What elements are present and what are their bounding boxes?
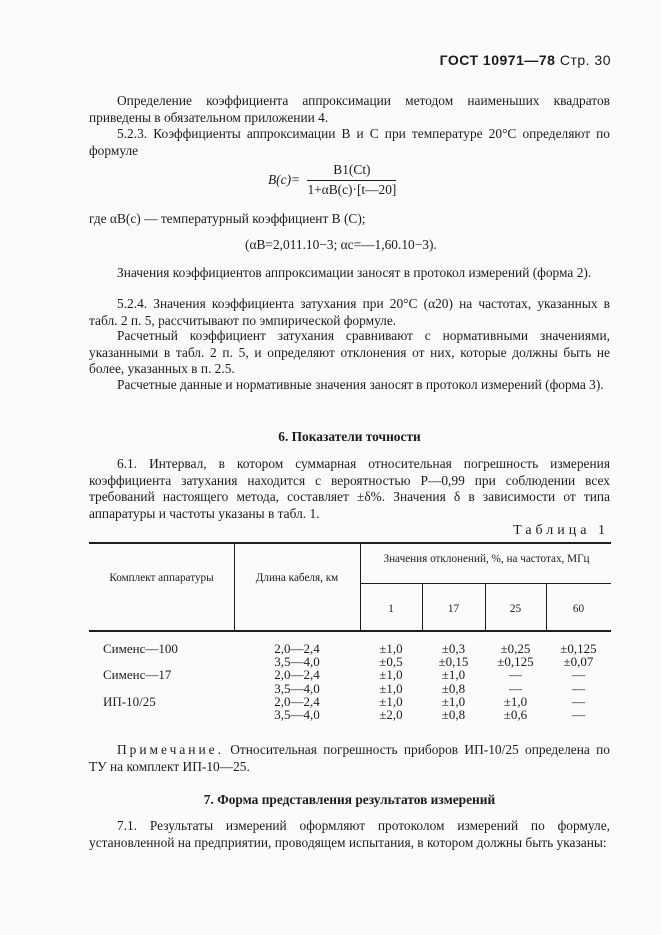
- table-cell-value: ±1,0: [441, 667, 466, 683]
- table-cell-value: —: [572, 707, 585, 722]
- table-cell-value: ±0,8: [441, 707, 466, 722]
- section-5-2-3: [89, 126, 610, 159]
- paragraph-5-2-3: 5.2.3. Коэффициенты аппроксимации B и C при температуре 20°С определяют по формуле: [89, 126, 610, 158]
- column-header-deviation: Значения отклонений, %, на частотах, МГц: [383, 553, 590, 565]
- table-top-rule: [89, 542, 611, 544]
- section-7-heading: 7. Форма представления результатов измерений: [203, 792, 496, 807]
- table-cell-value: —: [572, 667, 585, 683]
- paragraph-5-2-4: 5.2.4. Значения коэффициента затухания при 20°С (α20) на частотах, указанных в табл. 2 п. 5, рассчитывают по эмпирической формуле.: [89, 296, 610, 328]
- paragraph-protocol-form-3: Расчетные данные и нормативные значения заносят в протокол измерений (форма 3).: [117, 377, 604, 392]
- table-cell-value: ±1,0: [441, 693, 466, 709]
- paragraph-comparison: Расчетный коэффициент затухания сравнивают с нормативными значениями, указанными в табл. 2 п. 5, и определяют отклонения от них, которые должны быть не более, указанных в п. 2.5.: [89, 328, 610, 377]
- column-header-freq-1: 1: [388, 603, 394, 615]
- page-number: Стр. 30: [559, 52, 611, 68]
- table-cell-value: —: [572, 680, 585, 696]
- paragraph-protocol-form-2: Значения коэффициентов аппроксимации заносят в протокол измерений (форма 2).: [117, 265, 592, 280]
- table-1-caption: Таблица 1: [513, 523, 609, 538]
- column-header-freq-17: 17: [447, 603, 460, 615]
- table-note: [89, 742, 610, 775]
- table-cell-value: ±0,3: [441, 641, 466, 656]
- protocol-paragraph: [89, 265, 610, 282]
- formula-where: где αB(c) — температурный коэффициент B (C);: [89, 211, 366, 226]
- paragraph-6-1: 6.1. Интервал, в котором суммарная относительная погрешность измерения коэффициента затухания находится с вероятностью P—0,99 при соблюдении всех требований настоящего метода, составляет ±δ%. Значения δ в зависимости от типа аппаратуры и частоты указаны в табл. 1.: [89, 456, 610, 521]
- table-cell-length: 2,0—2,4: [274, 667, 320, 683]
- comparison-paragraph: [89, 328, 610, 378]
- note-label: Примечание.: [117, 742, 224, 757]
- standard-number: ГОСТ 10971—78: [439, 52, 556, 68]
- paragraph-approximation-method: Определение коэффициента аппроксимации методом наименьших квадратов приведены в обязательном приложении 4.: [89, 93, 610, 125]
- table-cell-value: ±0,125: [560, 641, 597, 656]
- column-header-freq-25: 25: [509, 603, 522, 615]
- formula-coefficients: [245, 237, 437, 254]
- formula-fraction: [307, 162, 396, 198]
- table-cell-kit: Сименс—17: [103, 667, 172, 683]
- table-cell-value: ±1,0: [503, 693, 528, 709]
- table-cell-length: 3,5—4,0: [274, 680, 320, 696]
- formula-lhs: B(c)=: [268, 171, 301, 187]
- formula-denominator: 1+αB(c)·[t—20]: [307, 181, 397, 197]
- section-7-1: [89, 818, 610, 851]
- table-cell-length: 2,0—2,4: [274, 641, 320, 656]
- table-cell-value: —: [572, 693, 585, 709]
- section-6-heading: 6. Показатели точности: [278, 429, 421, 444]
- table-cell-value: ±0,6: [503, 707, 528, 722]
- table-cell-value: ±2,0: [379, 707, 403, 722]
- column-header-length: Длина кабеля, км: [255, 572, 339, 584]
- section-6-1: [89, 456, 610, 522]
- table-cell-length: 2,0—2,4: [274, 693, 320, 709]
- table-cell-value: ±0,15: [438, 654, 469, 670]
- table-cell-kit: ИП-10/25: [103, 693, 156, 709]
- table-cell-value: ±0,25: [500, 641, 531, 656]
- section-5-intro: [89, 93, 610, 126]
- table-cell-value: ±1,0: [379, 667, 403, 683]
- formula-numerator: B1(Ct): [307, 162, 396, 181]
- table-col-divider: [234, 543, 235, 631]
- table-cell-value: ±1,0: [379, 641, 403, 656]
- table-subheader-rule: [360, 583, 611, 584]
- table-cell-value: —: [509, 667, 522, 683]
- formula-legend: [89, 211, 610, 228]
- table-cell-value: ±0,07: [563, 654, 594, 670]
- page-header: [440, 52, 611, 69]
- table-cell-value: —: [509, 680, 522, 696]
- results-paragraph: [89, 377, 610, 394]
- table-cell-value: ±1,0: [379, 693, 403, 709]
- table-cell-value: ±0,125: [497, 654, 534, 670]
- paragraph-7-1: 7.1. Результаты измерений оформляют протоколом измерений по формуле, установленной на предприятии, проводящем испытания, в котором должны быть указаны:: [89, 818, 610, 850]
- table-col-divider: [360, 543, 361, 631]
- table-cell-value: ±0,5: [379, 654, 403, 670]
- table-cell-value: ±0,8: [441, 680, 466, 696]
- table-header-bottom-rule: [89, 630, 611, 632]
- table-cell-length: 3,5—4,0: [274, 707, 320, 722]
- coefficient-values: (αB=2,011.10−3; αc=—1,60.10−3).: [245, 237, 437, 252]
- approximation-formula: [268, 162, 396, 198]
- note-text: Относительная погрешность приборов ИП-10/25 определена по ТУ на комплект ИП-10—25.: [89, 742, 610, 774]
- table-cell-value: ±1,0: [379, 680, 403, 696]
- section-5-2-4: [89, 296, 610, 329]
- table-cell-length: 3,5—4,0: [274, 654, 320, 670]
- column-header-freq-60: 60: [572, 603, 585, 615]
- column-header-kit: Комплект аппаратуры: [109, 572, 214, 584]
- table-cell-kit: Сименс—100: [103, 641, 178, 656]
